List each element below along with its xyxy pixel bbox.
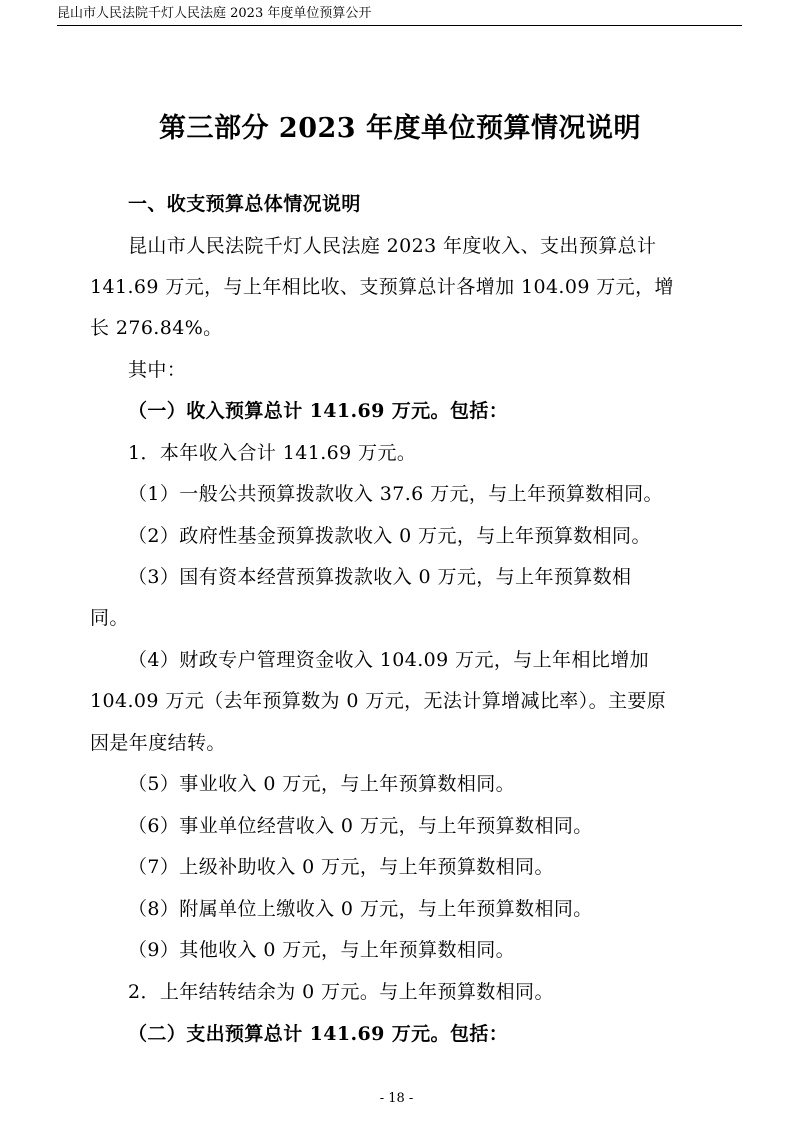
header-divider xyxy=(57,25,742,26)
item-business-income: （5）事业收入 0 万元，与上年预算数相同。 xyxy=(128,773,516,795)
item-state-capital-line-1: （3）国有资本经营预算拨款收入 0 万元，与上年预算数相 xyxy=(128,566,632,588)
item-fiscal-account-line-2: 104.09 万元（去年预算数为 0 万元，无法计算增减比率）。主要原 xyxy=(90,690,667,712)
item-superior-subsidy: （7）上级补助收入 0 万元，与上年预算数相同。 xyxy=(128,856,554,878)
item-general-budget: （1）一般公共预算拨款收入 37.6 万元，与上年预算数相同。 xyxy=(128,483,663,505)
running-header: 昆山市人民法院千灯人民法庭 2023 年度单位预算公开 xyxy=(57,6,372,21)
item-current-year-income: 1．本年收入合计 141.69 万元。 xyxy=(128,442,417,464)
paragraph-total-line-2: 141.69 万元，与上年相比收、支预算总计各增加 104.09 万元，增 xyxy=(90,276,674,298)
section-heading-income: （一）收入预算总计 141.69 万元。包括： xyxy=(128,400,509,422)
page-number: - 18 - xyxy=(379,1091,414,1106)
paragraph-total-line-3: 长 276.84%。 xyxy=(90,317,223,339)
paragraph-total-line-1: 昆山市人民法院千灯人民法庭 2023 年度收入、支出预算总计 xyxy=(128,235,657,257)
section-heading-expenditure: （二）支出预算总计 141.69 万元。包括： xyxy=(128,1023,509,1045)
item-state-capital-line-2: 同。 xyxy=(90,607,129,629)
item-other-income: （9）其他收入 0 万元，与上年预算数相同。 xyxy=(128,939,516,961)
page-title: 第三部分 2023 年度单位预算情况说明 xyxy=(159,113,641,144)
item-operating-income: （6）事业单位经营收入 0 万元，与上年预算数相同。 xyxy=(128,815,593,837)
item-carryover: 2．上年结转结余为 0 万元。与上年预算数相同。 xyxy=(128,981,554,1003)
item-gov-fund: （2）政府性基金预算拨款收入 0 万元，与上年预算数相同。 xyxy=(128,525,651,547)
item-fiscal-account-line-1: （4）财政专户管理资金收入 104.09 万元，与上年相比增加 xyxy=(128,649,650,671)
item-affiliated-income: （8）附属单位上缴收入 0 万元，与上年预算数相同。 xyxy=(128,898,593,920)
item-fiscal-account-line-3: 因是年度结转。 xyxy=(90,732,226,754)
section-heading-overview: 一、收支预算总体情况说明 xyxy=(128,193,361,215)
paragraph-among: 其中： xyxy=(128,359,187,381)
